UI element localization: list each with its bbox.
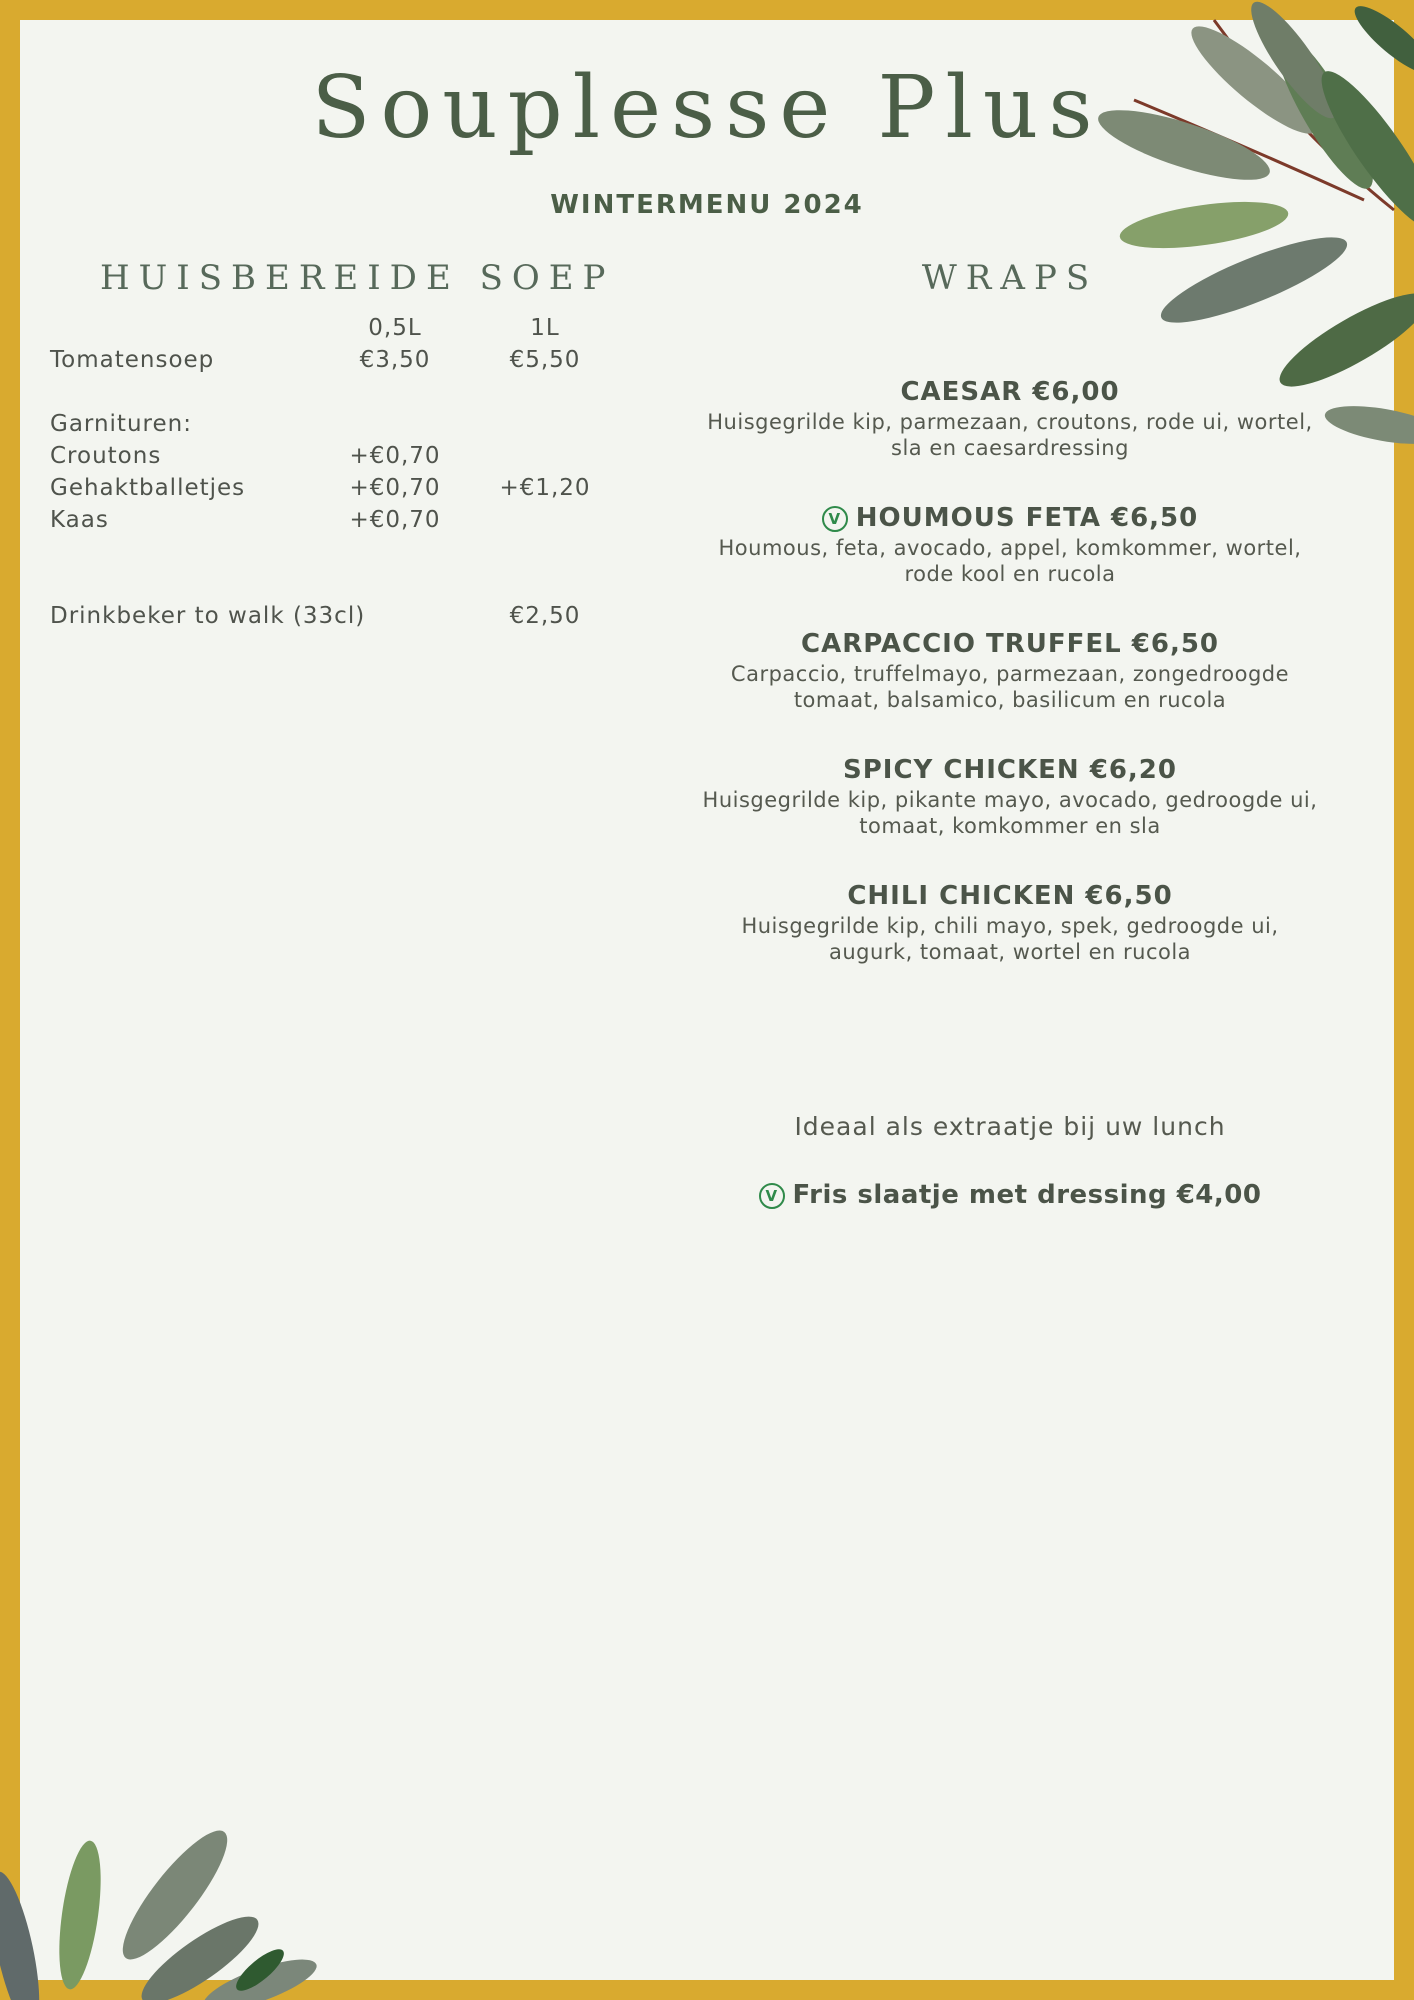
garnish-row [50,443,610,475]
wrap-description: Houmous, feta, avocado, appel, komkommer, wortel, rode kool en rucola [718,536,1302,586]
cup-label: Drinkbeker to walk (33cl) [50,603,366,629]
wraps-heading: WRAPS [921,258,1099,298]
menu-subtitle: WINTERMENU 2024 [550,190,864,220]
wrap-item [690,375,1330,461]
spacer [50,539,610,603]
garnish-name: Kaas [50,507,109,533]
garnish-price-small: +€0,70 [349,443,441,469]
vegetarian-icon: V [822,506,848,532]
wrap-title: SPICY CHICKEN €6,20 [843,755,1177,785]
soup-price-table [50,315,610,635]
size-large-label: 1L [530,315,560,341]
soup-heading: HUISBEREIDE SOEP [100,258,615,298]
garnish-price-small: +€0,70 [349,507,441,533]
garnish-row [50,507,610,539]
garnish-price-small: +€0,70 [349,475,441,501]
garnish-name: Croutons [50,443,162,469]
size-small-label: 0,5L [368,315,422,341]
spacer [50,379,610,411]
leaf-decoration-bottom-left [0,1800,340,2000]
wrap-item [690,879,1330,965]
size-header-row [50,315,610,347]
wrap-item [690,627,1330,713]
wrap-title: CHILI CHICKEN €6,50 [847,881,1173,911]
wrap-item [690,753,1330,839]
cup-row [50,603,610,635]
wrap-description: Carpaccio, truffelmayo, parmezaan, zongedroogde tomaat, balsamico, basilicum en rucola [730,662,1290,712]
wrap-description: Huisgegrilde kip, pikante mayo, avocado, gedroogde ui, tomaat, komkommer en sla [702,788,1318,838]
wrap-description: Huisgegrilde kip, parmezaan, croutons, rode ui, wortel, sla en caesardressing [707,410,1313,460]
garnish-row [50,475,610,507]
garnish-name: Gehaktballetjes [50,475,246,501]
wrap-item [690,501,1330,587]
cup-price: €2,50 [509,603,581,629]
wrap-title: CAESAR €6,00 [900,377,1120,407]
wrap-description: Huisgegrilde kip, chili mayo, spek, gedroogde ui, augurk, tomaat, wortel en rucola [741,914,1279,964]
soup-price-large: €5,50 [509,347,581,373]
soup-row [50,347,610,379]
vegetarian-icon: V [759,1183,785,1209]
wrap-title: HOUMOUS FETA €6,50 [855,503,1199,533]
salad-item [690,1180,1330,1210]
soup-name: Tomatensoep [50,347,215,373]
extra-intro: Ideaal als extraatje bij uw lunch [794,1112,1226,1141]
wrap-title: CARPACCIO TRUFFEL €6,50 [800,629,1219,659]
garnish-label: Garnituren: [50,411,192,437]
restaurant-title: Souplesse Plus [311,58,1103,158]
wrap-title-row [690,501,1330,535]
garnish-label-row [50,411,610,443]
salad-title: Fris slaatje met dressing €4,00 [792,1180,1262,1210]
garnish-price-large: +€1,20 [499,475,591,501]
soup-price-small: €3,50 [359,347,431,373]
wraps-list [690,375,1330,1005]
